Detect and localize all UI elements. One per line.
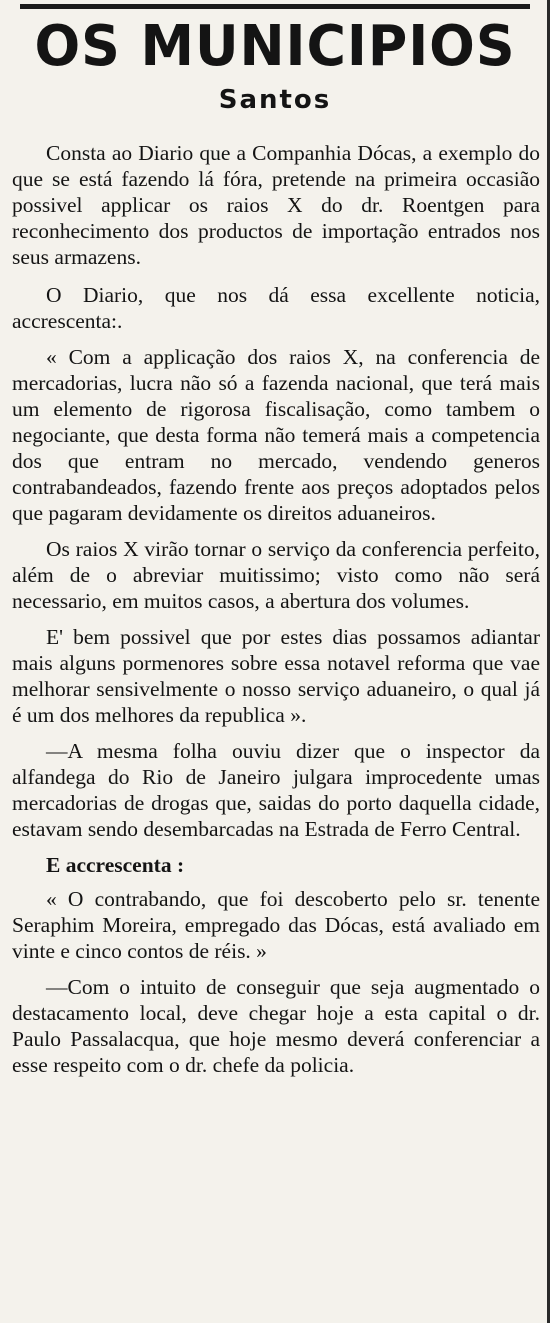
paragraph-quote-conferencia: Os raios X virão tornar o serviço da conferencia perfeito, além de o abreviar muitissimo; visto como não será necessario, em muitos casos, a abertura dos volumes. (12, 537, 540, 613)
paragraph-quote-reforma: E' bem possivel que por estes dias possamos adiantar mais alguns pormenores sobre essa notavel reforma que vae melhorar sensivelmente o nosso serviço aduaneiro, o qual já é um dos melhores da republica ». (12, 625, 540, 727)
paragraph-diario-accrescenta: O Diario, que nos dá essa excellente noticia, accrescenta:. (12, 283, 540, 333)
paragraph-quote-contrabando: « O contrabando, que foi descoberto pelo sr. tenente Seraphim Moreira, empregado das Dócas, está avaliado em vinte e cinco contos de réis. » (12, 887, 540, 963)
headline: OS MUNICIPIOS (34, 14, 516, 79)
top-rule (20, 4, 530, 9)
paragraph-docas-raios-x: Consta ao Diario que a Companhia Dócas, a exemplo do que se está fazendo lá fóra, pretende na primeira occasião possivel applicar os raios X do dr. Roentgen para reconhecimento dos productos de importação entrados nos seus armazens. (12, 141, 540, 269)
paragraph-destacamento: —Com o intuito de conseguir que seja augmentado o destacamento local, deve chegar hoje a esta capital o dr. Paulo Passalacqua, que hoje mesmo deverá conferenciar a esse respeito com o dr. chefe da policia. (12, 975, 540, 1077)
paragraph-e-accrescenta: E accrescenta : (46, 853, 185, 877)
paragraph-quote-applicacao: « Com a applicação dos raios X, na conferencia de mercadorias, lucra não só a fazenda nacional, que terá mais um elemento de rigorosa fiscalisação, como tambem o negociante, que desta forma não temerá mais a competencia dos que entram no mercado, vendendo generos contrabandeados, fazendo frente aos preços adoptados pelos que pagaram devidamente os direitos aduaneiros. (12, 345, 540, 525)
paragraph-inspector-alfandega: —A mesma folha ouviu dizer que o inspector da alfandega do Rio de Janeiro julgara improcedente umas mercadorias de drogas que, saidas do porto daquella cidade, estavam sendo desembarcadas na Estrada de Ferro Central. (12, 739, 540, 841)
article-body (12, 140, 540, 1090)
subheading: Santos (218, 85, 332, 115)
